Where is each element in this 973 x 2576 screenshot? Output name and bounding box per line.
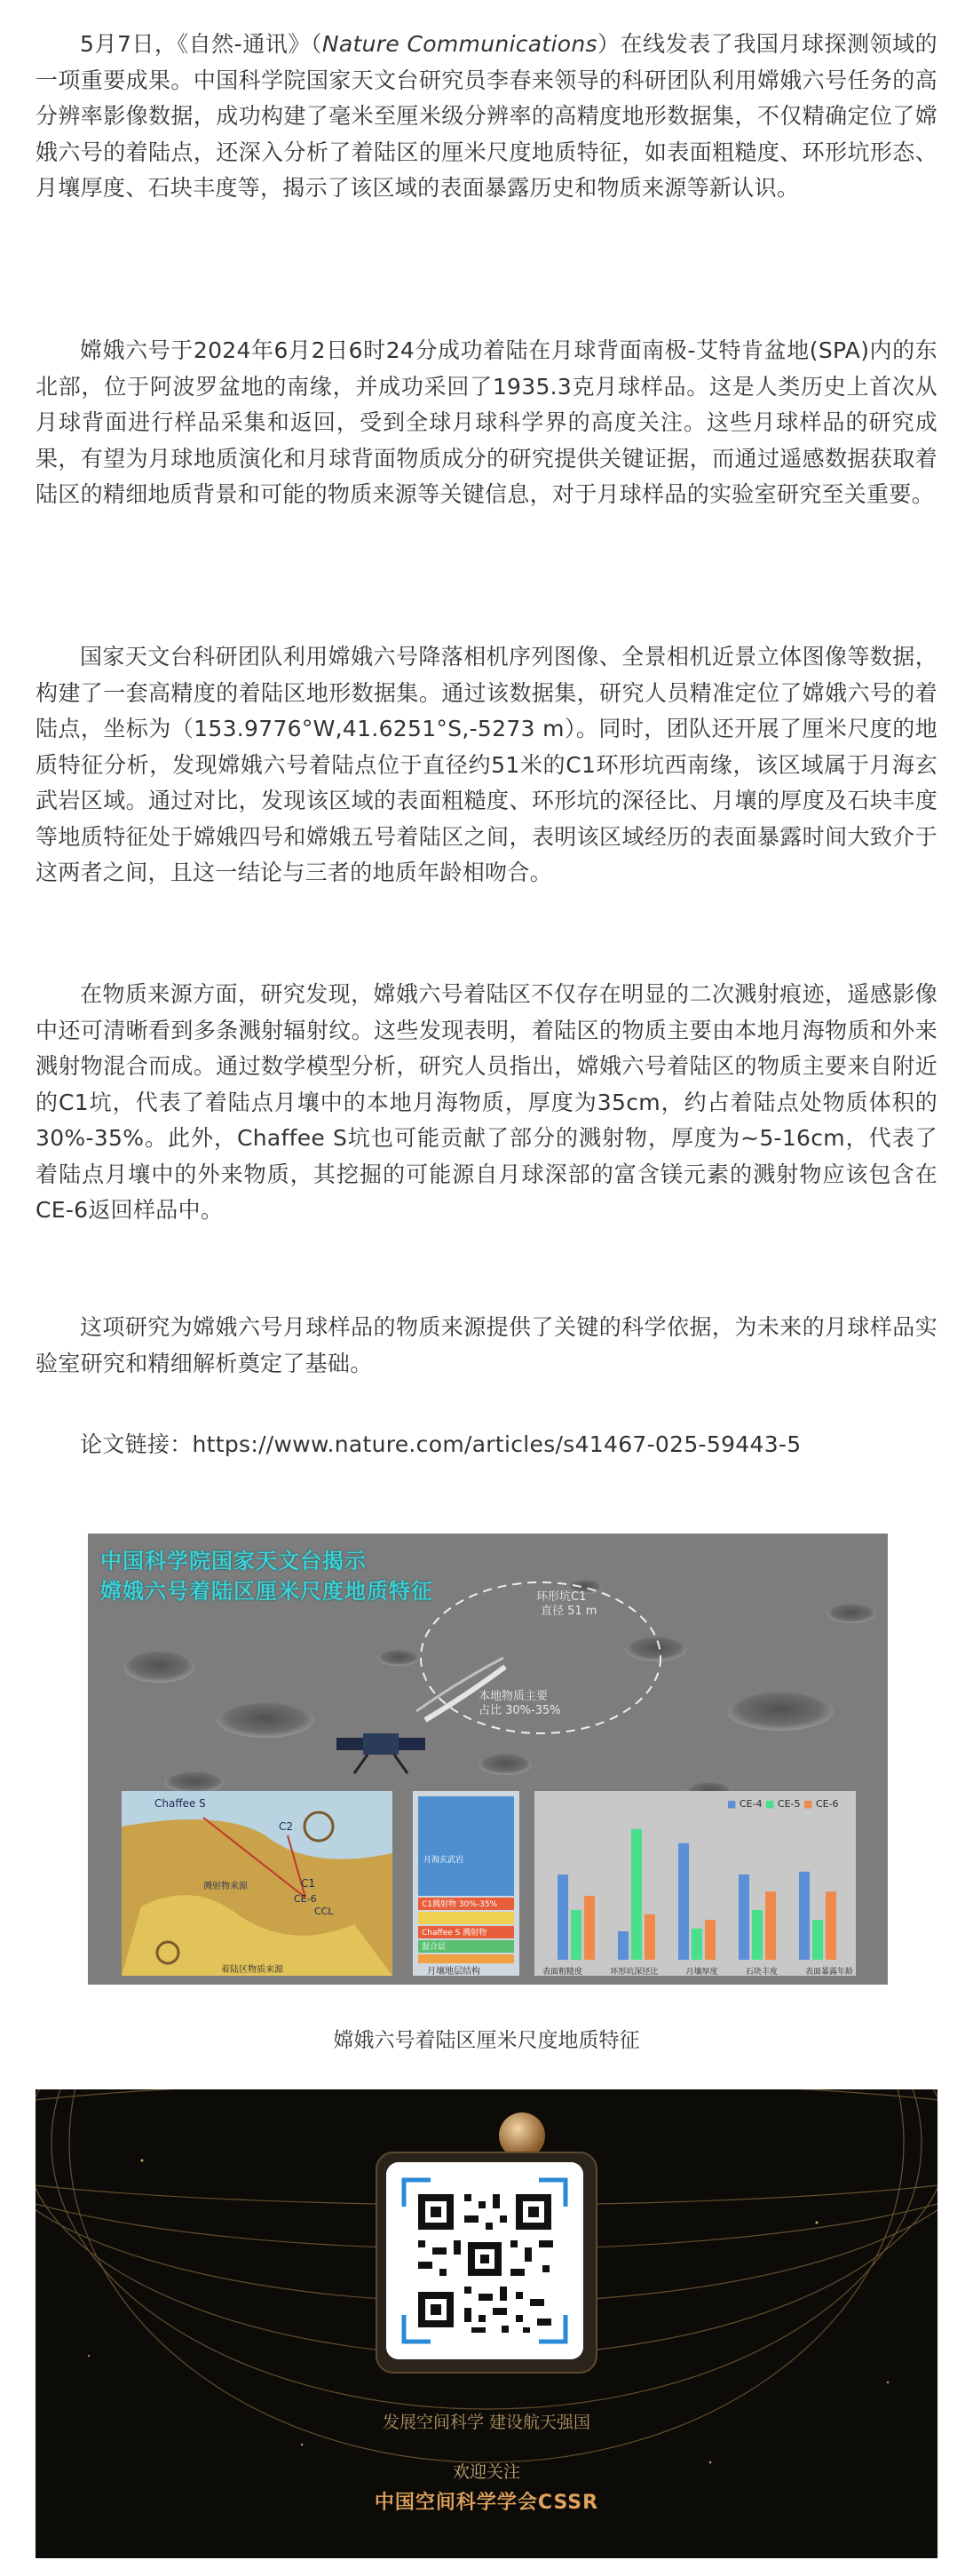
p1-text-a: 5月7日，《自然-通讯》（ xyxy=(80,31,322,57)
paragraph-4: 在物质来源方面，研究发现，嫦娥六号着陆区不仅存在明显的二次溅射痕迹，遥感影像中还可清晰看到多条溅射辐射纹。这些发现表明，着陆区的物质主要由本地月海物质和外来溅射物混合而成。通过数学模型分析，研究人员指出，嫦娥六号着陆区的物质主要来自附近的C1坑，代表了着陆点月壤中的本地月海物质，厚度为35cm，约占着陆点处物质体积的30%-35%。此外，Chaffee S坑也可能贡献了部分的溅射物，厚度为~5-16cm，代表了着陆点月壤中的外来物质，其挖掘的可能源自月球深部的富含镁元素的溅射物应该包含在CE-6返回样品中。 xyxy=(36,981,937,1223)
map-label-chaffee: Chaffee S xyxy=(154,1797,206,1810)
bar-ce-6-4 xyxy=(765,1891,776,1960)
source-label-1: 本地物质主要 xyxy=(479,1690,549,1703)
stack-label-3: Chaffee S 溅射物 xyxy=(422,1929,487,1938)
map-caption: 着陆区物质来源 xyxy=(221,1965,283,1975)
legend-ce5: CE-5 xyxy=(777,1798,801,1810)
bar-ce-6-2 xyxy=(645,1914,655,1960)
figure-title xyxy=(100,1546,433,1606)
bar-ce-6-1 xyxy=(584,1896,595,1960)
stack-label-1: 月海玄武岩 xyxy=(423,1856,464,1865)
bar-ce-5-5 xyxy=(812,1920,823,1960)
bar-category-5: 表面暴露年龄 xyxy=(804,1968,853,1977)
footer-banner xyxy=(36,2089,937,2558)
legend-ce6: CE-6 xyxy=(815,1798,839,1810)
qr-code-icon xyxy=(386,2162,583,2359)
map-label-c2: C2 xyxy=(279,1820,294,1833)
figure-title-line-2: 嫦娥六号着陆区厘米尺度地质特征 xyxy=(100,1579,433,1604)
bar-ce-5-3 xyxy=(692,1929,702,1960)
bar-ce-5-4 xyxy=(752,1910,763,1960)
bar-ce-6-3 xyxy=(705,1920,716,1960)
figure-caption: 嫦娥六号着陆区厘米尺度地质特征 xyxy=(333,2029,640,2052)
stack-label-4: 混合层 xyxy=(422,1943,447,1952)
banner-org-name: 中国空间科学学会CSSR xyxy=(374,2492,599,2514)
bar-ce-4-1 xyxy=(558,1875,568,1960)
map-label-ccl: CCL xyxy=(314,1906,334,1917)
landing-site-figure xyxy=(88,1534,888,1985)
banner-slogan: 发展空间科学 建设航天强国 xyxy=(382,2413,591,2432)
bar-category-4: 石块丰度 xyxy=(745,1968,778,1977)
paragraph-5: 这项研究为嫦娥六号月球样品的物质来源提供了关键的科学依据，为未来的月球样品实验室研究和精细解析奠定了基础。 xyxy=(36,1314,937,1376)
paper-link[interactable]: 论文链接：https://www.nature.com/articles/s41467-025-59443-5 xyxy=(80,1431,802,1457)
legend: ■ CE-4 ■ CE-5 ■ CE-6 xyxy=(727,1798,839,1810)
journal-name: Nature Communications xyxy=(321,31,597,57)
bar-ce-4-2 xyxy=(618,1931,629,1960)
bar-category-2: 环形坑深径比 xyxy=(610,1968,659,1977)
map-label-ce6: CE-6 xyxy=(294,1893,317,1905)
crater-label: 环形坑C1 xyxy=(536,1590,587,1604)
figure-title-line-1: 中国科学院国家天文台揭示 xyxy=(100,1549,367,1573)
stack-label-2: C1溅射物 30%-35% xyxy=(422,1900,498,1909)
bar-ce-5-2 xyxy=(631,1829,642,1960)
p1-text-b: ）在线发表了我国月球探测领域的一项重要成果。中国科学院国家天文台研究员李春来领导的科研团队利用嫦娥六号任务的高分辨率影像数据，成功构建了毫米至厘米级分辨率的高精度地形数据集，不仅精确定位了嫦娥六号的着陆点，还深入分析了着陆区的厘米尺度地质特征，如表面粗糙度、环形坑形态、月壤厚度、石块丰度等，揭示了该区域的表面暴露历史和物质来源等新认识。 xyxy=(36,31,937,201)
banner-welcome: 欢迎关注 xyxy=(452,2462,520,2482)
qr-code[interactable] xyxy=(386,2162,583,2359)
bar-category-labels xyxy=(542,1965,853,1979)
bar-ce-4-4 xyxy=(739,1875,749,1960)
bar-category-3: 月壤厚度 xyxy=(685,1968,718,1977)
bar-category-1: 表面粗糙度 xyxy=(542,1968,583,1977)
crater-diameter: 直径 51 m xyxy=(541,1605,597,1618)
bar-ce-4-3 xyxy=(678,1843,689,1960)
legend-ce4: CE-4 xyxy=(739,1798,763,1810)
source-label-2: 占比 30%-35% xyxy=(479,1704,561,1717)
paragraph-1 xyxy=(36,27,937,207)
paragraph-3: 国家天文台科研团队利用嫦娥六号降落相机序列图像、全景相机近景立体图像等数据，构建了一套高精度的着陆区地形数据集。通过该数据集，研究人员精准定位了嫦娥六号的着陆点，坐标为（153.9776°W,41.6251°S,-5273 m）。同时，团队还开展了厘米尺度的地质特征分析，发现嫦娥六号着陆点位于直径约51米的C1环形坑西南缘，该区域属于月海玄武岩区域。通过对比，发现该区域的表面粗糙度、环形坑的深径比、月壤的厚度及石块丰度等地质特征处于嫦娥四号和嫦娥五号着陆区之间，表明该区域经历的表面暴露时间大致介于这两者之间，且这一结论与三者的地质年龄相吻合。 xyxy=(36,644,937,885)
map-label-c1: C1 xyxy=(301,1877,316,1890)
paragraph-2: 嫦娥六号于2024年6月2日6时24分成功着陆在月球背面南极-艾特肯盆地(SPA)内的东北部，位于阿波罗盆地的南缘，并成功采回了1935.3克月球样品。这是人类历史上首次从月球背面进行样品采集和返回，受到全球月球科学界的高度关注。这些月球样品的研究成果，有望为月球地质演化和月球背面物质成分的研究提供关键证据，而通过遥感数据获取着陆区的精细地质背景和可能的物质来源等关键信息，对于月球样品的实验室研究至关重要。 xyxy=(36,337,937,507)
bar-ce-6-5 xyxy=(826,1891,836,1960)
column-caption: 月壤地层结构 xyxy=(427,1967,480,1977)
map-label-source: 溅射物来源 xyxy=(203,1882,248,1891)
bar-ce-4-5 xyxy=(799,1872,810,1960)
bar-ce-5-1 xyxy=(571,1910,581,1960)
